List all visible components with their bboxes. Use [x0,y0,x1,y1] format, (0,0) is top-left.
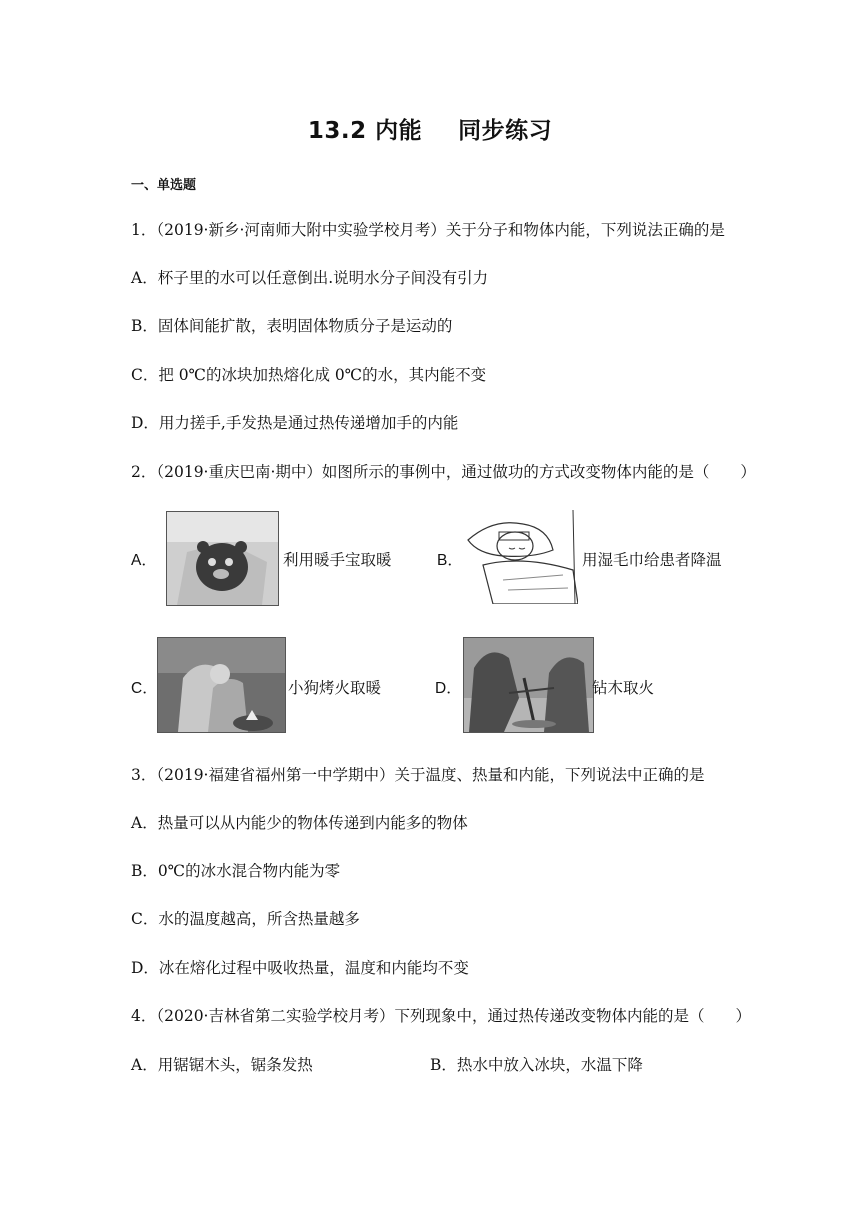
question-1-stem: 1．（2019·新乡·河南师大附中实验学校月考）关于分子和物体内能，下列说法正确的是 [131,221,725,239]
fire-drill-photo [463,637,594,733]
question-2-option-b-caption: 用湿毛巾给患者降温 [582,551,722,569]
question-2-option-c-letter: C． [131,680,158,697]
question-4-option-b: B．热水中放入冰块，水温下降 [430,1056,643,1074]
question-3-option-a: A．热量可以从内能少的物体传递到内能多的物体 [131,814,468,832]
page-title [0,112,860,145]
question-3-option-d: D．冰在熔化过程中吸收热量，温度和内能均不变 [131,959,469,977]
question-1-option-d: D．用力搓手,手发热是通过热传递增加手的内能 [131,414,459,432]
question-3-option-c: C．水的温度越高，所含热量越多 [131,910,360,928]
dog-by-fire-photo [157,637,286,733]
title-main: 13.2 内能 [307,118,423,144]
question-2-option-d-caption: 钻木取火 [592,679,655,697]
question-2-option-a-letter: A． [131,552,157,569]
question-2-option-a-caption: 利用暖手宝取暖 [283,551,392,569]
question-4-stem: 4．（2020·吉林省第二实验学校月考）下列现象中，通过热传递改变物体内能的是（ ） [131,1007,751,1025]
question-2-option-b-letter: B． [437,552,463,569]
question-2-stem: 2．（2019·重庆巴南·期中）如图所示的事例中，通过做功的方式改变物体内能的是（ ） [131,463,756,481]
hand-warmer-photo [166,511,279,606]
question-1-option-a: A．杯子里的水可以任意倒出.说明水分子间没有引力 [131,269,489,287]
question-3-stem: 3．（2019·福建省福州第一中学期中）关于温度、热量和内能，下列说法中正确的是 [131,766,705,784]
wet-towel-patient-drawing [463,510,578,604]
section-heading: 一、单选题 [131,178,197,193]
question-3-option-b: B．0℃的冰水混合物内能为零 [131,862,341,880]
question-4-option-a: A．用锯锯木头，锯条发热 [131,1056,313,1074]
question-1-option-b: B．固体间能扩散，表明固体物质分子是运动的 [131,317,453,335]
title-sub: 同步练习 [458,118,553,144]
question-1-option-c: C．把 0℃的冰块加热熔化成 0℃的水，其内能不变 [131,366,487,384]
question-2-option-c-caption: 小狗烤火取暖 [288,679,382,697]
question-2-option-d-letter: D． [435,680,462,697]
